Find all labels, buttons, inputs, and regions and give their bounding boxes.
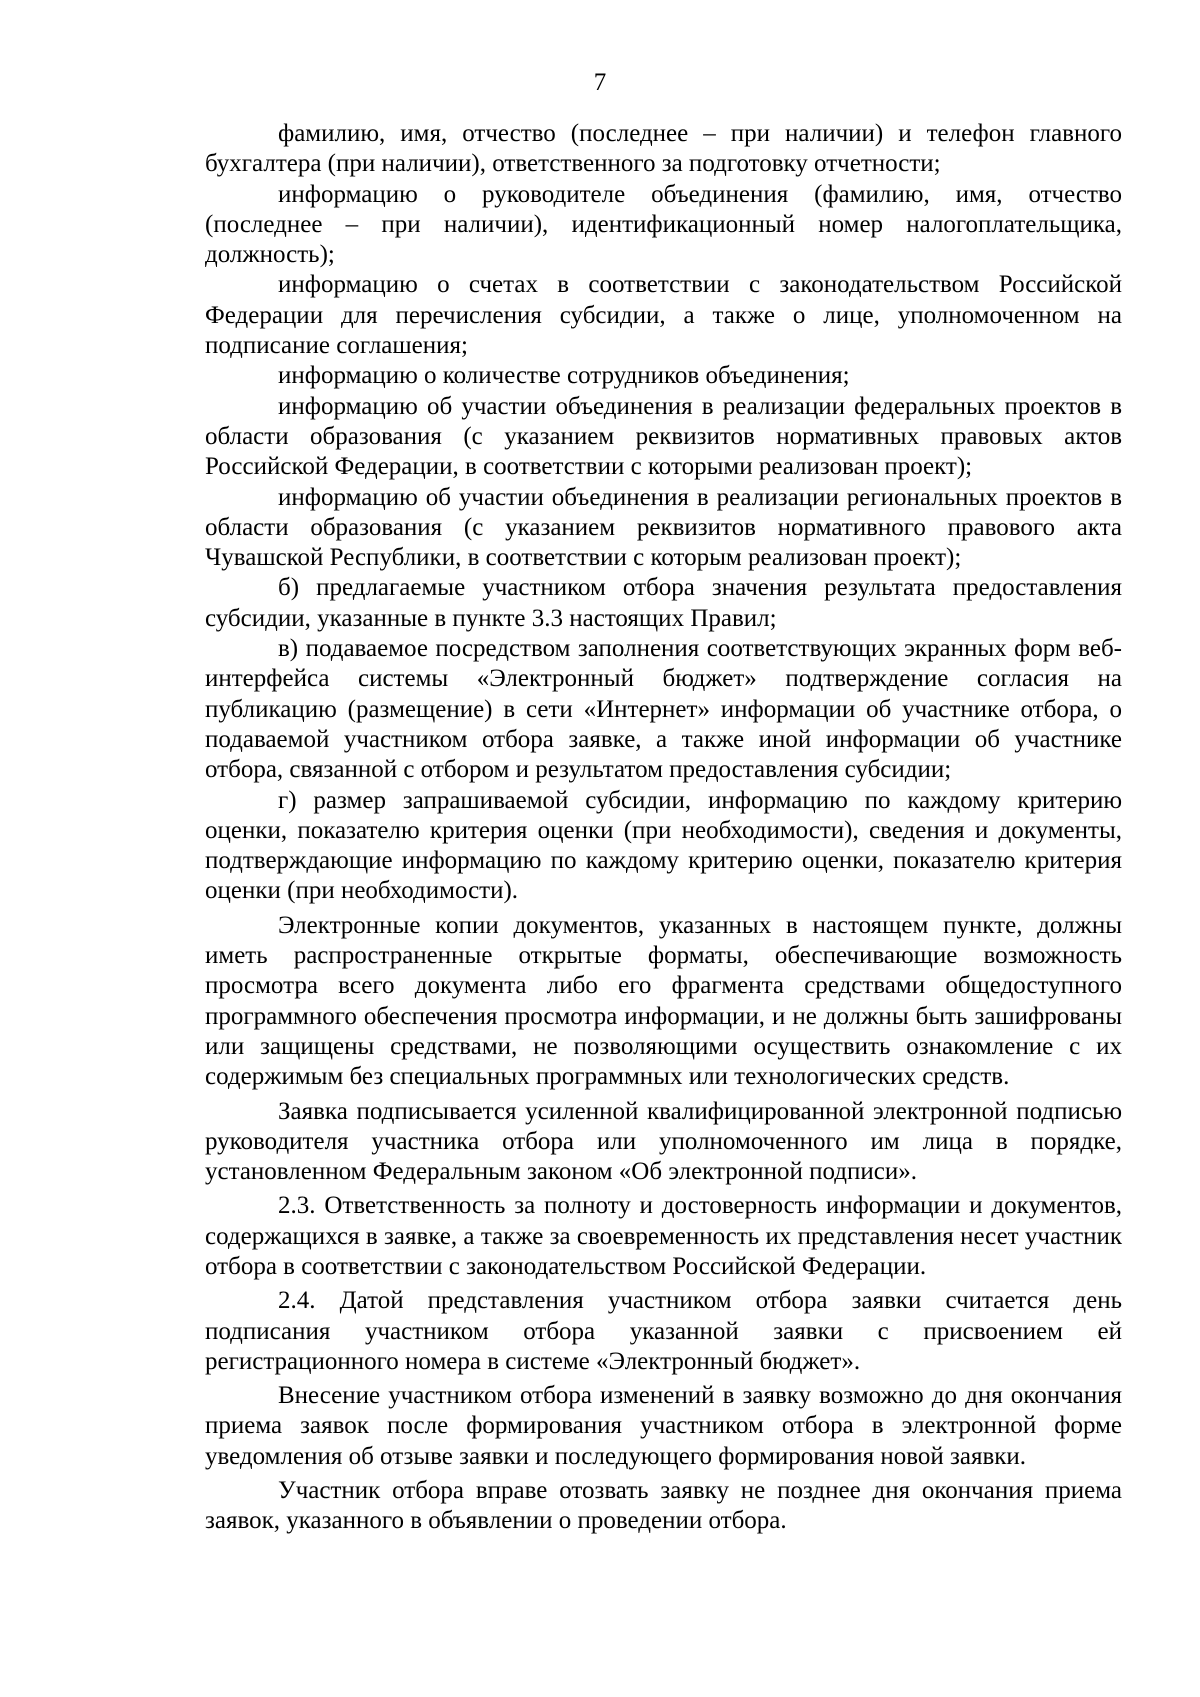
paragraph: фамилию, имя, отчество (последнее – при наличии) и телефон главного бухгалтера (при наличии), ответственного за подготовку отчетности; (205, 120, 1122, 178)
paragraph: информацию о руководителе объединения (фамилию, имя, отчество (последнее – при наличии), идентификационный номер налогоплательщика, должность); (205, 180, 1122, 269)
paragraph: 2.3. Ответственность за полноту и достоверность информации и документов, содержащихся в заявке, а также за своевременность их представления несет участник отбора в соответствии с законодательством Российской Федерации. (205, 1192, 1122, 1280)
paragraph: информацию об участии объединения в реализации региональных проектов в области образования (с указанием реквизитов нормативного правового акта Чувашской Республики, в соответствии с которым реализован проект); (205, 483, 1122, 572)
paragraph: 2.4. Датой представления участником отбора заявки считается день подписания участником отбора указанной заявки с присвоением ей регистрационного номера в системе «Электронный бюджет». (205, 1287, 1122, 1375)
paragraph: Внесение участником отбора изменений в заявку возможно до дня окончания приема заявок после формирования участником отбора в электронной форме уведомления об отзыве заявки и последующего формирования новой заявки. (205, 1382, 1122, 1470)
paragraph: информацию об участии объединения в реализации федеральных проектов в области образования (с указанием реквизитов нормативных правовых актов Российской Федерации, в соответствии с которыми реализован проект); (205, 392, 1122, 481)
page-number: 7 (593, 69, 607, 96)
paragraph: б) предлагаемые участником отбора значения результата предоставления субсидии, указанные в пункте 3.3 настоящих Правил; (205, 574, 1122, 632)
paragraph: информацию о количестве сотрудников объединения; (278, 362, 850, 390)
paragraph: Электронные копии документов, указанных в настоящем пункте, должны иметь распространенные открытые форматы, обеспечивающие возможность просмотра всего документа либо его фрагмента средствами общедоступного программного обеспечения просмотра информации, и не должны быть зашифрованы или защищены средствами, не позволяющими осуществить ознакомление с их содержимым без специальных программных или технологических средств. (205, 911, 1122, 1091)
paragraph: в) подаваемое посредством заполнения соответствующих экранных форм веб-интерфейса системы «Электронный бюджет» подтверждение согласия на публикацию (размещение) в сети «Интернет» информации об участнике отбора, о подаваемой участником отбора заявке, а также иной информации об участнике отбора, связанной с отбором и результатом предоставления субсидии; (205, 635, 1122, 784)
paragraph: Заявка подписывается усиленной квалифицированной электронной подписью руководителя участника отбора или уполномоченного им лица в порядке, установленном Федеральным законом «Об электронной подписи». (205, 1097, 1122, 1186)
document-body (205, 119, 1122, 1537)
paragraph: информацию о счетах в соответствии с законодательством Российской Федерации для перечисления субсидии, а также о лице, уполномоченном на подписание соглашения; (205, 271, 1122, 360)
paragraph: г) размер запрашиваемой субсидии, информацию по каждому критерию оценки, показателю критерия оценки (при необходимости), сведения и документы, подтверждающие информацию по каждому критерию оценки, показателю критерия оценки (при необходимости). (205, 786, 1122, 905)
paragraph: Участник отбора вправе отозвать заявку не позднее дня окончания приема заявок, указанного в объявлении о проведении отбора. (205, 1477, 1122, 1535)
